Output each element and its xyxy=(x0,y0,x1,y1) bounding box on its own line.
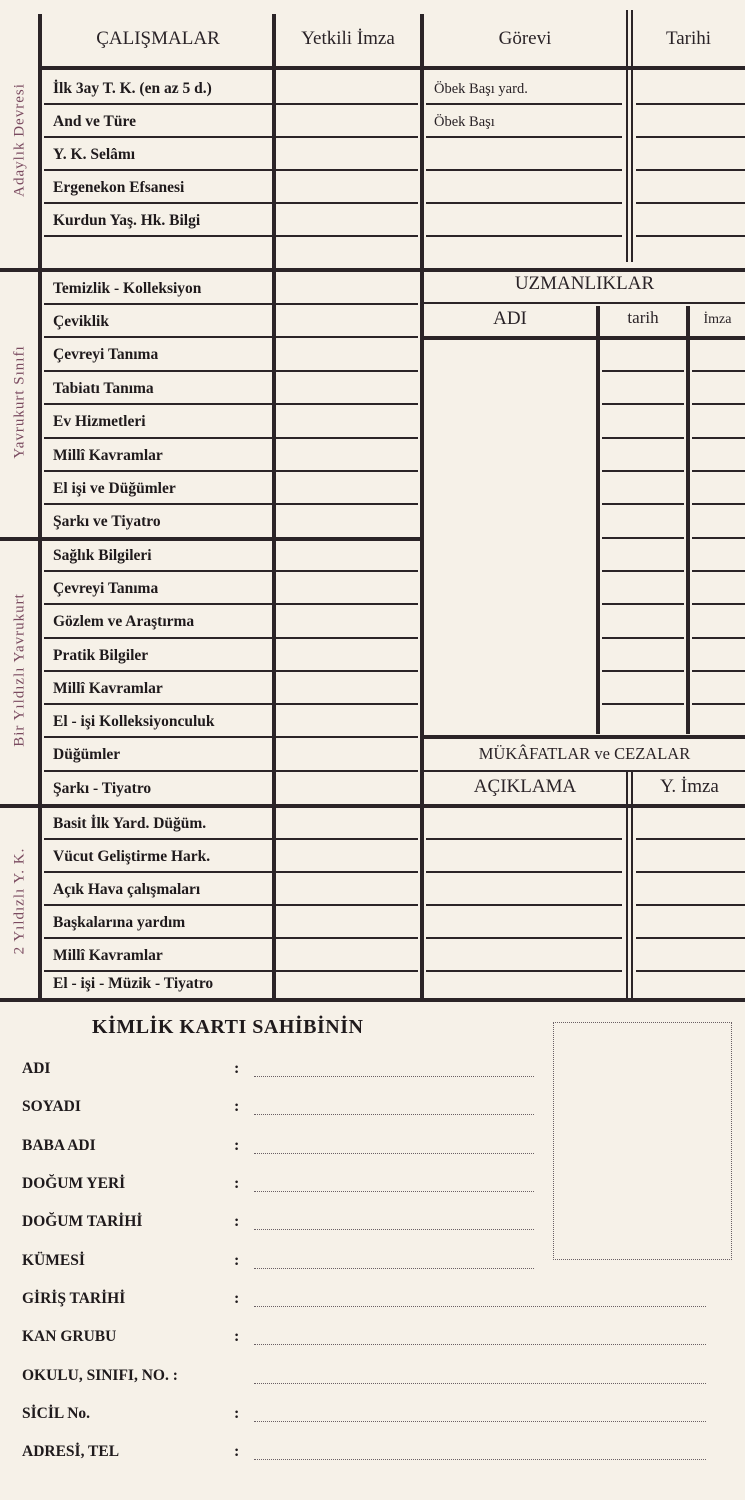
field-label-sicil: SİCİL No. xyxy=(22,1405,91,1422)
field-label-okulu: OKULU, SINIFI, NO. : xyxy=(22,1367,178,1384)
field-separator: : xyxy=(234,1060,240,1077)
list-item: Çevreyi Tanıma xyxy=(53,580,159,597)
header-tarihi: Tarihi xyxy=(665,28,712,49)
rule xyxy=(44,937,418,939)
list-item: Başkalarına yardım xyxy=(53,914,186,931)
rule xyxy=(44,670,418,672)
identity-title: KİMLİK KARTI SAHİBİNİN xyxy=(92,1016,364,1038)
list-item: Sağlık Bilgileri xyxy=(53,547,152,564)
rule xyxy=(44,370,418,372)
rule xyxy=(44,703,418,705)
field-line-kan-grubu[interactable] xyxy=(254,1344,706,1345)
rule xyxy=(426,970,622,972)
section-label-iki-yildizli: 2 Yıldızlı Y. K. xyxy=(11,847,28,955)
rule xyxy=(636,103,745,105)
rule xyxy=(426,136,622,138)
list-item: Düğümler xyxy=(53,746,121,763)
rule xyxy=(426,904,622,906)
rule xyxy=(426,838,622,840)
field-line-sicil[interactable] xyxy=(254,1421,706,1422)
field-label-kumesi: KÜMESİ xyxy=(22,1252,85,1269)
rule xyxy=(692,570,745,572)
list-item: Millî Kavramlar xyxy=(53,947,163,964)
rule xyxy=(692,670,745,672)
gorevi-entry: Öbek Başı xyxy=(434,114,495,130)
rule xyxy=(602,703,684,705)
rule xyxy=(636,970,745,972)
rule xyxy=(44,503,418,505)
header-gorevi: Görevi xyxy=(498,28,552,49)
rule xyxy=(602,537,684,539)
list-item: Ev Hizmetleri xyxy=(53,413,146,430)
list-item: Vücut Geliştirme Hark. xyxy=(53,848,211,865)
rule xyxy=(692,503,745,505)
rule xyxy=(44,970,418,972)
rule xyxy=(44,871,418,873)
rule xyxy=(424,302,745,304)
field-separator: : xyxy=(234,1098,240,1115)
rule xyxy=(272,14,276,1001)
field-label-soyadi: SOYADI xyxy=(22,1098,81,1115)
rule xyxy=(692,703,745,705)
rule xyxy=(636,169,745,171)
list-item: Millî Kavramlar xyxy=(53,680,163,697)
field-label-giris-tarihi: GİRİŞ TARİHİ xyxy=(22,1290,126,1307)
field-separator: : xyxy=(234,1175,240,1192)
rule xyxy=(44,904,418,906)
rule xyxy=(44,570,418,572)
rule xyxy=(692,537,745,539)
rule xyxy=(636,904,745,906)
field-separator: : xyxy=(234,1252,240,1269)
section-label-adaylik: Adaylık Devresi xyxy=(11,83,28,197)
rule xyxy=(596,306,600,734)
rule xyxy=(636,202,745,204)
list-item: Ergenekon Efsanesi xyxy=(53,179,185,196)
rule xyxy=(692,403,745,405)
rule xyxy=(44,103,418,105)
rule xyxy=(426,937,622,939)
rule xyxy=(602,503,684,505)
rule xyxy=(602,637,684,639)
field-line-okulu[interactable] xyxy=(254,1383,706,1384)
field-separator: : xyxy=(234,1137,240,1154)
field-line-kumesi[interactable] xyxy=(254,1268,534,1269)
list-item: Açık Hava çalışmaları xyxy=(53,881,201,898)
field-separator: : xyxy=(234,1328,240,1345)
rule xyxy=(602,370,684,372)
rule xyxy=(44,736,418,738)
rule xyxy=(602,403,684,405)
field-label-dogum-yeri: DOĞUM YERİ xyxy=(22,1175,126,1192)
rule xyxy=(44,235,418,237)
rule xyxy=(602,603,684,605)
field-separator: : xyxy=(234,1213,240,1230)
rule xyxy=(692,470,745,472)
mukafatlar-title: MÜKÂFATLAR ve CEZALAR xyxy=(478,744,691,763)
rule xyxy=(44,202,418,204)
rule xyxy=(426,202,622,204)
field-separator: : xyxy=(234,1405,240,1422)
field-separator: : xyxy=(234,1443,240,1460)
rule xyxy=(44,303,418,305)
list-item: Çeviklik xyxy=(53,313,109,330)
rule xyxy=(692,637,745,639)
rule xyxy=(44,136,418,138)
field-line-soyadi[interactable] xyxy=(254,1114,534,1115)
rule xyxy=(38,14,42,1001)
rule xyxy=(636,136,745,138)
rule xyxy=(0,268,745,272)
field-label-baba-adi: BABA ADI xyxy=(22,1137,96,1154)
list-item: Çevreyi Tanıma xyxy=(53,346,159,363)
rule xyxy=(44,838,418,840)
rule xyxy=(44,637,418,639)
uzmanliklar-title: UZMANLIKLAR xyxy=(514,273,655,294)
rule xyxy=(426,235,622,237)
rule xyxy=(0,804,745,808)
list-item: Şarkı ve Tiyatro xyxy=(53,513,161,530)
list-item: El - işi Kolleksiyonculuk xyxy=(53,713,215,730)
field-line-dogum-tarihi[interactable] xyxy=(254,1229,534,1230)
rule xyxy=(686,306,690,734)
rule xyxy=(420,14,424,1001)
rule xyxy=(44,169,418,171)
list-item: Kurdun Yaş. Hk. Bilgi xyxy=(53,212,201,229)
rule xyxy=(0,537,424,541)
rule xyxy=(426,103,622,105)
list-item: Millî Kavramlar xyxy=(53,447,163,464)
rule xyxy=(424,770,745,772)
field-line-baba-adi[interactable] xyxy=(254,1153,534,1154)
list-item: Şarkı - Tiyatro xyxy=(53,780,152,797)
mukafatlar-col-imza: Y. İmza xyxy=(660,776,719,797)
rule xyxy=(38,66,745,70)
rule xyxy=(424,735,745,739)
section-label-yavrukurt: Yavrukurt Sınıfı xyxy=(11,345,28,459)
list-item: El işi ve Düğümler xyxy=(53,480,176,497)
field-label-kan-grubu: KAN GRUBU xyxy=(22,1328,117,1345)
rule xyxy=(692,437,745,439)
rule xyxy=(44,437,418,439)
list-item: And ve Türe xyxy=(53,113,136,130)
field-line-adresi[interactable] xyxy=(254,1459,706,1460)
rule xyxy=(426,169,622,171)
list-item: İlk 3ay T. K. (en az 5 d.) xyxy=(53,80,212,97)
list-item: Pratik Bilgiler xyxy=(53,647,149,664)
field-line-dogum-yeri[interactable] xyxy=(254,1191,534,1192)
rule xyxy=(44,403,418,405)
rule xyxy=(44,603,418,605)
rule xyxy=(636,871,745,873)
rule xyxy=(636,937,745,939)
field-line-adi[interactable] xyxy=(254,1076,534,1077)
rule xyxy=(626,10,628,262)
header-yetkili-imza: Yetkili İmza xyxy=(301,28,395,49)
rule xyxy=(602,570,684,572)
field-label-dogum-tarihi: DOĞUM TARİHİ xyxy=(22,1213,143,1230)
section-label-bir-yildizli: Bir Yıldızlı Yavrukurt xyxy=(11,593,28,747)
field-label-adi: ADI xyxy=(22,1060,51,1077)
list-item: Y. K. Selâmı xyxy=(53,146,136,163)
field-line-giris-tarihi[interactable] xyxy=(254,1306,706,1307)
rule xyxy=(692,603,745,605)
rule xyxy=(636,235,745,237)
rule xyxy=(426,871,622,873)
field-separator: : xyxy=(234,1290,240,1307)
rule xyxy=(44,336,418,338)
uzmanliklar-col-tarih: tarih xyxy=(627,308,659,327)
field-label-adresi: ADRESİ, TEL xyxy=(22,1443,120,1460)
rule xyxy=(692,370,745,372)
rule xyxy=(636,838,745,840)
list-item: Basit İlk Yard. Düğüm. xyxy=(53,815,207,832)
rule xyxy=(602,437,684,439)
header-calismalar: ÇALIŞMALAR xyxy=(96,28,220,49)
rule xyxy=(602,670,684,672)
list-item: Tabiatı Tanıma xyxy=(53,380,154,397)
rule xyxy=(424,336,745,340)
list-item: Temizlik - Kolleksiyon xyxy=(53,280,202,297)
photo-box xyxy=(553,1022,732,1260)
mukafatlar-col-aciklama: AÇIKLAMA xyxy=(473,776,577,797)
rule xyxy=(44,470,418,472)
uzmanliklar-col-imza: İmza xyxy=(703,312,732,327)
rule xyxy=(44,770,418,772)
gorevi-entry: Öbek Başı yard. xyxy=(434,81,528,97)
rule xyxy=(602,470,684,472)
rule xyxy=(0,998,745,1002)
rule xyxy=(631,10,633,262)
uzmanliklar-col-adi: ADI xyxy=(493,308,527,329)
list-item: Gözlem ve Araştırma xyxy=(53,613,195,630)
list-item: El - işi - Müzik - Tiyatro xyxy=(53,975,214,992)
